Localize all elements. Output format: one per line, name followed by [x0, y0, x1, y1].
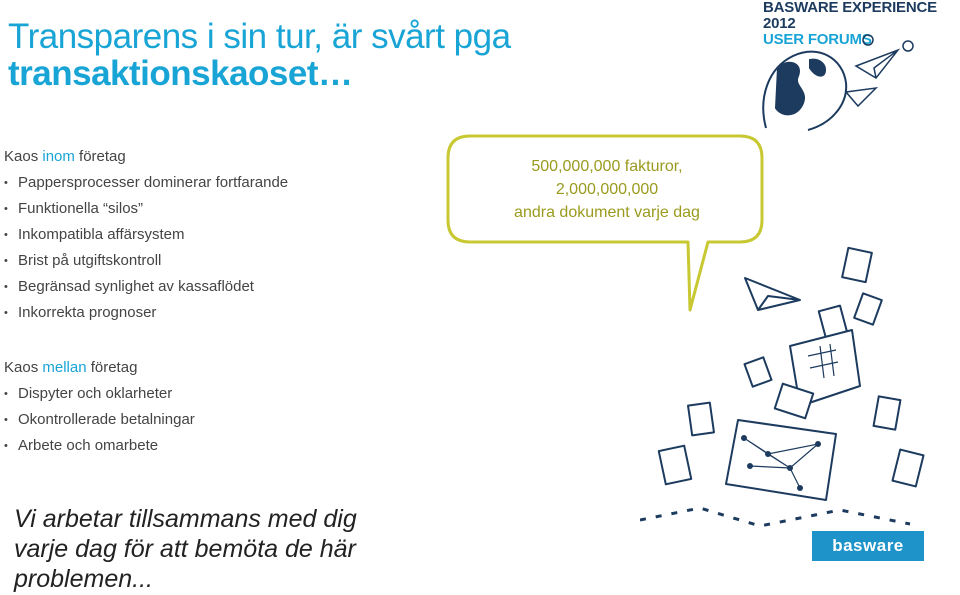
network-document-icon [726, 420, 836, 500]
title-line-2: transaktionskaoset… [8, 54, 353, 93]
list-item: • Brist på utgiftskontroll [4, 248, 288, 274]
document-icon [659, 446, 692, 485]
list-item: • Pappersprocesser dominerar fortfarande [4, 170, 288, 196]
list-item: • Begränsad synlighet av kassaflödet [4, 274, 288, 300]
paper-plane-icon [745, 278, 800, 310]
section-heading: Kaos inom företag [4, 148, 126, 165]
document-icon [744, 357, 771, 386]
list-item: • Inkorrekta prognoser [4, 300, 288, 326]
list-item: • Funktionella “silos” [4, 196, 288, 222]
documents-illustration [640, 238, 960, 530]
list-item: • Dispyter och oklarheter [4, 381, 195, 407]
speech-bubble-text [452, 155, 762, 224]
list-item: • Inkompatibla affärsystem [4, 222, 288, 248]
bubble-line-1: 500,000,000 fakturor, [531, 158, 683, 175]
list-item: • Okontrollerade betalningar [4, 407, 195, 433]
paper-plane-icon [856, 50, 898, 78]
title-line-1: Transparens i sin tur, är svårt pga [8, 17, 511, 56]
closing-line-2: varje dag för att bemöta de här [14, 535, 356, 563]
globe-outline [763, 52, 846, 130]
closing-line-3: problemen... [14, 565, 153, 593]
section-chaos-between [4, 359, 195, 459]
euro-coin-icon [863, 35, 873, 45]
euro-coin-icon-2 [903, 41, 913, 51]
globe-illustration [748, 28, 960, 140]
bullet-list [4, 170, 288, 326]
closing-line-1: Vi arbetar tillsammans med dig [14, 505, 357, 533]
document-icon [892, 450, 923, 487]
event-name: BASWARE EXPERIENCE 2012 [763, 0, 937, 32]
document-icon [874, 396, 901, 429]
bubble-line-2: 2,000,000,000 [555, 181, 659, 198]
document-icon [842, 248, 872, 282]
basware-logo: basware [812, 531, 924, 561]
event-subtitle: USER FORUMS [763, 31, 872, 48]
scattered-squares [640, 508, 910, 526]
list-item: • Arbete och omarbete [4, 433, 195, 459]
bubble-line-3: andra dokument varje dag [514, 204, 700, 221]
document-icon [688, 403, 714, 436]
globe-continent [776, 63, 804, 115]
section-chaos-within [4, 148, 288, 326]
paper-plane-icon-2 [846, 88, 876, 106]
document-icon [854, 293, 882, 324]
bullet-list [4, 381, 195, 459]
section-heading: Kaos mellan företag [4, 359, 138, 376]
globe-continent-2 [810, 60, 825, 76]
slide-title [8, 18, 511, 92]
closing-statement [14, 504, 434, 594]
